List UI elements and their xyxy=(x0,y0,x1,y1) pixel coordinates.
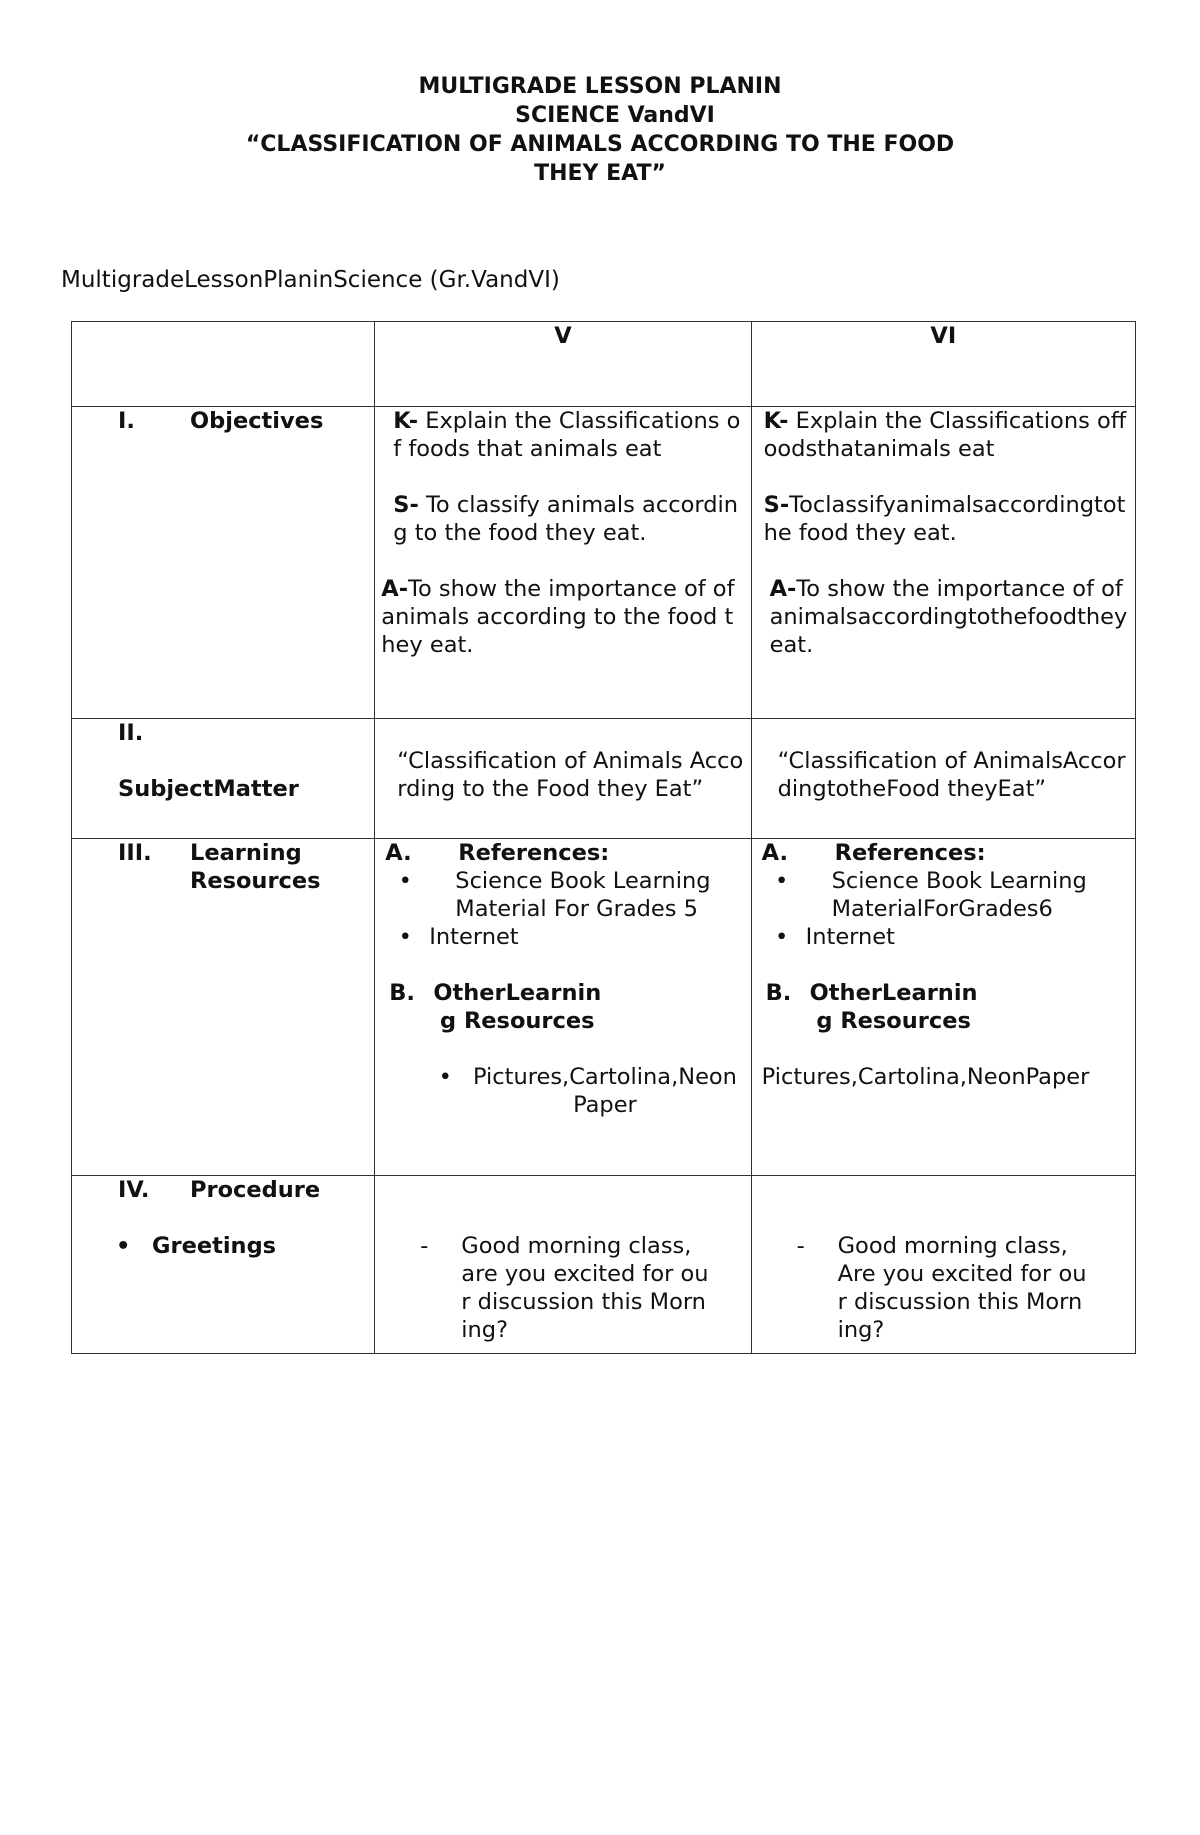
learning-resources-v-cell xyxy=(375,839,751,1176)
bullet-icon: • xyxy=(774,924,789,950)
header-grade-v: V xyxy=(375,322,751,407)
references-number-v: A. xyxy=(385,840,412,866)
title-line-1: MULTIGRADE LESSON PLANIN xyxy=(418,74,782,99)
procedure-sub-label: Greetings xyxy=(152,1233,277,1259)
procedure-v-cell xyxy=(375,1176,751,1354)
bullet-icon: • xyxy=(438,1064,452,1090)
references-number-vi: A. xyxy=(761,840,789,866)
resource-item-vi-1: • Science Book LearningMaterialForGrades6 xyxy=(762,867,1129,923)
header-grade-vi: VI xyxy=(751,322,1135,407)
title-line-4: THEY EAT” xyxy=(534,161,666,186)
other-resources-number-vi: B. xyxy=(765,980,792,1006)
other-resource-item-vi: Pictures,Cartolina,NeonPaper xyxy=(761,1064,1090,1090)
bullet-icon: • xyxy=(116,1233,131,1259)
procedure-label: Procedure xyxy=(190,1177,321,1203)
other-resource-item-v: • Pictures,Cartolina,Neon Paper xyxy=(385,1063,744,1119)
subject-matter-label-cell xyxy=(72,719,375,839)
objective-k-v: K- Explain the Classifications of foods that animals eat xyxy=(393,408,741,462)
other-resources-label-vi: OtherLearning Resources xyxy=(809,980,978,1034)
subject-matter-v-cell xyxy=(375,719,751,839)
resource-item-v-1: • Science Book Learning Material For Grades 5 xyxy=(385,867,744,923)
learning-resources-vi-cell xyxy=(751,839,1135,1176)
references-label-v: References: xyxy=(458,840,610,866)
header-empty-cell xyxy=(72,322,375,407)
resource-item-v-2: • Internet xyxy=(385,923,744,951)
other-resources-number-v: B. xyxy=(389,980,415,1006)
dash-icon: - xyxy=(796,1233,805,1259)
lesson-plan-table xyxy=(71,321,1136,1354)
procedure-vi-cell xyxy=(751,1176,1135,1354)
procedure-vi-text: Good morning class, Are you excited for our discussion this Morning? xyxy=(837,1233,1087,1343)
references-label-vi: References: xyxy=(834,840,986,866)
objectives-vi-cell xyxy=(751,407,1135,719)
objective-s-vi: S-Toclassifyanimalsaccordingtothe food they eat. xyxy=(763,492,1126,546)
title-line-3: “CLASSIFICATION OF ANIMALS ACCORDING TO THE FOOD xyxy=(245,132,955,157)
document-subtitle: MultigradeLessonPlaninScience (Gr.VandVI) xyxy=(61,267,560,293)
objectives-label: Objectives xyxy=(190,408,324,434)
procedure-number: IV. xyxy=(118,1177,150,1203)
objective-s-v: S- To classify animals according to the food they eat. xyxy=(393,492,738,546)
procedure-v-text: Good morning class, are you excited for our discussion this Morning? xyxy=(461,1233,709,1343)
subject-matter-v-text: “Classification of Animals According to the Food they Eat” xyxy=(397,748,744,802)
bullet-icon: • xyxy=(398,924,412,950)
title-line-2: SCIENCE VandVI xyxy=(515,103,715,128)
resource-item-vi-2: • Internet xyxy=(762,923,1129,951)
subject-matter-number: II. xyxy=(118,720,144,746)
subject-matter-vi-cell xyxy=(751,719,1135,839)
other-resources-label-v: OtherLearning Resources xyxy=(433,980,602,1034)
subject-matter-label: SubjectMatter xyxy=(118,776,299,802)
objectives-label-cell xyxy=(72,407,375,719)
bullet-icon: • xyxy=(398,868,412,894)
table-header-row xyxy=(72,322,1136,407)
procedure-row xyxy=(72,1176,1136,1354)
learning-resources-label: Learning Resources xyxy=(190,840,321,894)
subject-matter-row xyxy=(72,719,1136,839)
procedure-label-cell xyxy=(72,1176,375,1354)
objective-k-vi: K- Explain the Classifications offoodsthatanimals eat xyxy=(763,408,1127,462)
bullet-icon: • xyxy=(774,868,789,894)
dash-icon: - xyxy=(420,1233,429,1259)
objectives-row xyxy=(72,407,1136,719)
learning-resources-label-cell xyxy=(72,839,375,1176)
objectives-v-cell xyxy=(375,407,751,719)
objectives-number: I. xyxy=(118,408,135,434)
document-title xyxy=(0,72,1200,188)
learning-resources-row xyxy=(72,839,1136,1176)
learning-resources-number: III. xyxy=(118,840,152,866)
subject-matter-vi-text: “Classification of AnimalsAccordingtotheFood theyEat” xyxy=(777,748,1126,802)
objective-a-v: A-To show the importance of of animals according to the food they eat. xyxy=(381,576,735,658)
objective-a-vi: A-To show the importance of ofanimalsaccordingtothefoodtheyeat. xyxy=(769,576,1128,658)
